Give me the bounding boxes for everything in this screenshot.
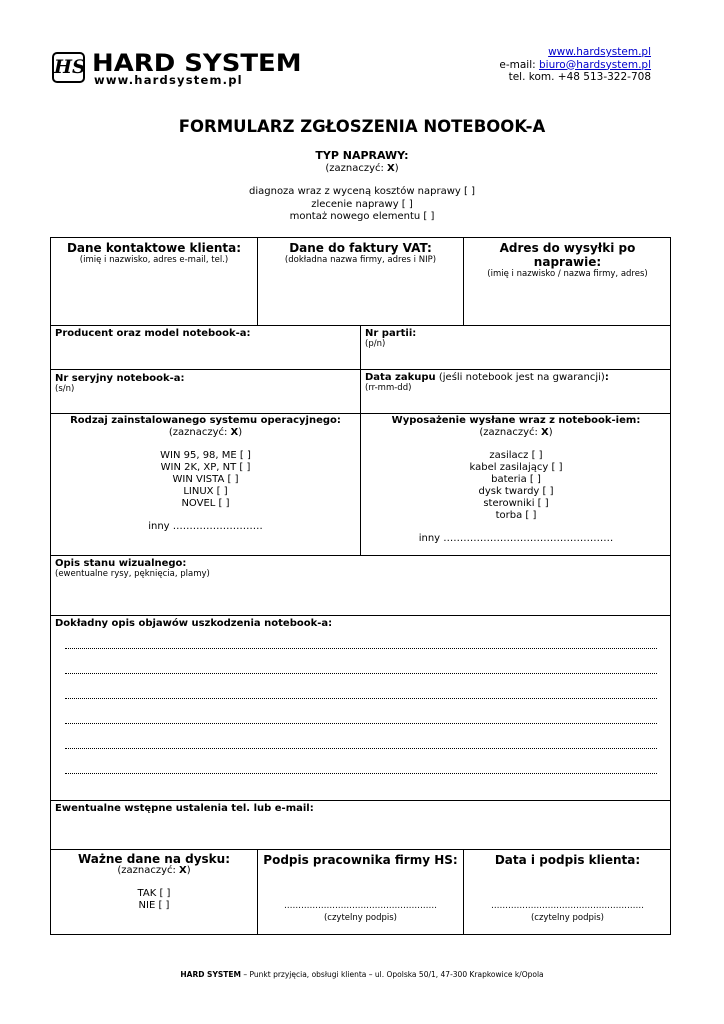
client-signature-cell[interactable] xyxy=(464,850,671,934)
equipment-option-other[interactable]: inny …………………………………………… xyxy=(418,533,614,544)
os-option-novel[interactable]: NOVEL [ ] xyxy=(181,498,230,509)
client-signature-hint: (czytelny podpis) xyxy=(530,913,605,923)
repair-type-heading: TYP NAPRAWY: xyxy=(315,149,409,162)
purchase-date-cell[interactable] xyxy=(361,370,671,414)
serial-number-hint: (s/n) xyxy=(55,384,75,394)
client-contact-hint: (imię i nazwisko, adres e-mail, tel.) xyxy=(79,255,229,265)
employee-signature-dots: ……………………………………………… xyxy=(284,901,437,911)
company-logo xyxy=(52,49,302,87)
logo-mark: HS xyxy=(52,52,85,83)
arrangements-label: Ewentualne wstępne ustalenia tel. lub e-mail: xyxy=(55,803,314,814)
invoice-data-cell[interactable] xyxy=(258,238,464,326)
email-label: e-mail: xyxy=(499,58,539,71)
client-contact-cell[interactable] xyxy=(51,238,258,326)
os-option-linux[interactable]: LINUX [ ] xyxy=(183,486,228,497)
visual-condition-label: Opis stanu wizualnego: xyxy=(55,558,187,569)
client-signature-dots: ……………………………………………… xyxy=(491,901,644,911)
os-option-win9x[interactable]: WIN 95, 98, ME [ ] xyxy=(160,450,251,461)
symptoms-label: Dokładny opis objawów uszkodzenia notebook-a: xyxy=(55,618,333,629)
symptoms-writing-line[interactable] xyxy=(65,723,657,724)
visual-condition-hint: (ewentualne rysy, pęknięcia, plamy) xyxy=(55,569,210,579)
client-contact-title: Dane kontaktowe klienta: xyxy=(66,241,242,255)
equipment-option-drivers[interactable]: sterowniki [ ] xyxy=(483,498,549,509)
serial-number-cell[interactable] xyxy=(51,370,361,414)
disk-data-title: Ważne dane na dysku: xyxy=(78,852,230,866)
purchase-date-hint: (rr-mm-dd) xyxy=(365,383,412,393)
arrangements-cell[interactable] xyxy=(51,801,671,850)
os-option-other[interactable]: inny ……………………… xyxy=(148,521,263,532)
disk-option-no[interactable]: NIE [ ] xyxy=(138,900,170,911)
batch-number-label: Nr partii: xyxy=(365,328,417,339)
invoice-data-hint: (dokładna nazwa firmy, adres i NIP) xyxy=(284,255,437,265)
repair-type-section xyxy=(0,150,724,224)
batch-number-cell[interactable] xyxy=(361,326,671,370)
form-title: FORMULARZ ZGŁOSZENIA NOTEBOOK-A xyxy=(178,117,546,136)
symptoms-writing-line[interactable] xyxy=(65,673,657,674)
website-link[interactable]: www.hardsystem.pl xyxy=(548,46,651,58)
invoice-data-title: Dane do faktury VAT: xyxy=(289,241,432,255)
logo-url: www.hardsystem.pl xyxy=(94,73,243,87)
equipment-option-charger[interactable]: zasilacz [ ] xyxy=(489,450,543,461)
os-hint: (zaznaczyć: X) xyxy=(168,427,243,438)
employee-signature-cell[interactable] xyxy=(258,850,464,934)
visual-condition-cell[interactable] xyxy=(51,556,671,616)
logo-name: HARD SYSTEM xyxy=(92,49,302,77)
symptoms-writing-line[interactable] xyxy=(65,748,657,749)
equipment-label: Wyposażenie wysłane wraz z notebook-iem: xyxy=(391,415,641,426)
serial-number-label: Nr seryjny notebook-a: xyxy=(55,373,185,384)
disk-data-hint: (zaznaczyć: X) xyxy=(117,865,191,876)
equipment-option-hard-drive[interactable]: dysk twardy [ ] xyxy=(478,486,554,497)
email-link[interactable]: biuro@hardsystem.pl xyxy=(538,58,651,71)
client-signature-title: Data i podpis klienta: xyxy=(494,853,641,867)
employee-signature-title: Podpis pracownika firmy HS: xyxy=(263,853,458,867)
os-label: Rodzaj zainstalowanego systemu operacyjnego: xyxy=(70,415,341,426)
footer: HARD SYSTEM – Punkt przyjęcia, obsługi klienta – ul. Opolska 50/1, 47-300 Krapkowice k/Opola xyxy=(180,970,544,979)
repair-type-hint: (zaznaczyć: X) xyxy=(325,162,399,174)
contact-block xyxy=(499,46,651,84)
symptoms-writing-line[interactable] xyxy=(65,698,657,699)
phone-text: tel. kom. +48 513-322-708 xyxy=(508,71,651,83)
os-cell xyxy=(51,414,361,556)
repair-option-install[interactable]: montaż nowego elementu [ ] xyxy=(289,211,435,222)
shipping-address-cell[interactable] xyxy=(464,238,671,326)
equipment-cell xyxy=(361,414,671,556)
disk-data-cell xyxy=(51,850,258,934)
equipment-option-power-cable[interactable]: kabel zasilający [ ] xyxy=(469,462,563,473)
symptoms-cell[interactable] xyxy=(51,616,671,801)
os-option-win2k[interactable]: WIN 2K, XP, NT [ ] xyxy=(160,462,251,473)
producer-model-cell[interactable] xyxy=(51,326,361,370)
purchase-date-label: Data zakupu (jeśli notebook jest na gwarancji): xyxy=(365,372,609,383)
symptoms-writing-line[interactable] xyxy=(65,648,657,649)
shipping-address-title: Adres do wysyłki po naprawie: xyxy=(499,241,636,269)
equipment-option-battery[interactable]: bateria [ ] xyxy=(491,474,541,485)
shipping-address-hint: (imię i nazwisko / nazwa firmy, adres) xyxy=(487,269,648,279)
service-form-table xyxy=(50,237,671,935)
employee-signature-hint: (czytelny podpis) xyxy=(323,913,398,923)
repair-option-diagnosis[interactable]: diagnoza wraz z wyceną kosztów naprawy [ ] xyxy=(249,186,475,197)
symptoms-writing-line[interactable] xyxy=(65,773,657,774)
producer-model-label: Producent oraz model notebook-a: xyxy=(55,328,251,339)
equipment-option-bag[interactable]: torba [ ] xyxy=(495,510,537,521)
os-option-vista[interactable]: WIN VISTA [ ] xyxy=(172,474,239,485)
disk-option-yes[interactable]: TAK [ ] xyxy=(137,888,171,899)
batch-number-hint: (p/n) xyxy=(365,339,386,349)
repair-option-order[interactable]: zlecenie naprawy [ ] xyxy=(311,198,413,210)
equipment-hint: (zaznaczyć: X) xyxy=(479,427,553,438)
